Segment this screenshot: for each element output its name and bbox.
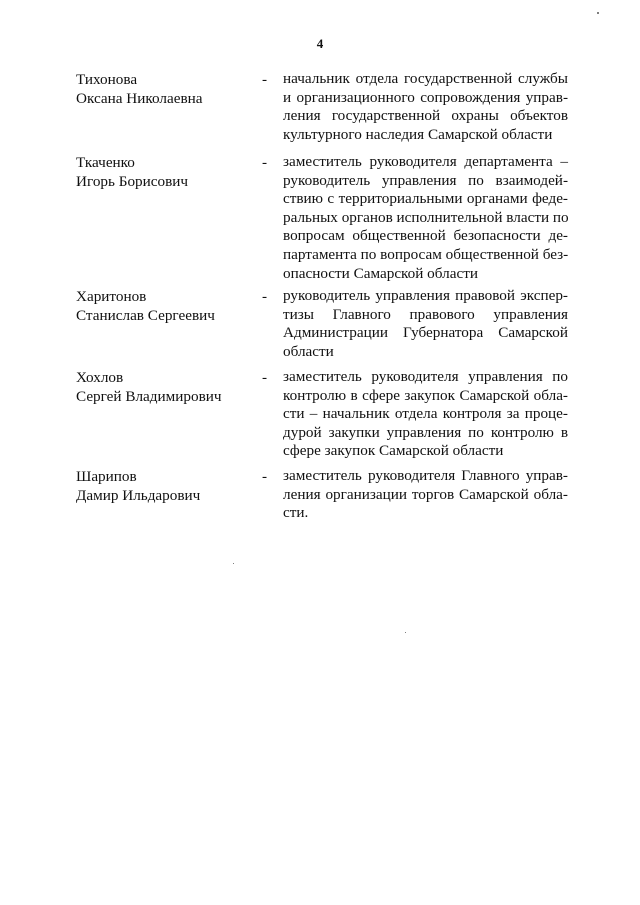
position-description (283, 153, 568, 283)
position-description (283, 70, 568, 144)
position-line: ления организации торгов Самарской обла- (283, 485, 568, 503)
position-line: и организационного сопровождения управ- (283, 88, 568, 106)
position-line: ствию с территориальными органами феде- (283, 190, 568, 208)
separator-dash: - (262, 71, 268, 88)
surname: Ткаченко (76, 154, 135, 171)
position-line: сти – начальник отдела контроля за проце- (283, 405, 568, 423)
person-name (76, 467, 256, 505)
position-line: области (283, 342, 334, 360)
scan-speck (405, 632, 406, 633)
position-line: контролю в сфере закупок Самарской обла- (283, 386, 568, 404)
surname: Харитонов (76, 288, 147, 305)
position-line: заместитель руководителя департамента – (283, 153, 568, 170)
person-name (76, 153, 256, 191)
position-line: заместитель руководителя управления по (283, 368, 568, 385)
position-line: партамента по вопросам общественной без- (283, 245, 569, 263)
surname: Шарипов (76, 468, 137, 485)
position-line: руководитель управления по взаимодей- (283, 171, 568, 189)
page-number: 4 (316, 36, 324, 51)
position-line: культурного наследия Самарской области (283, 125, 553, 143)
given-names: Дамир Ильдарович (76, 487, 201, 504)
position-line: Администрации Губернатора Самарской (283, 324, 568, 342)
position-line: сти. (283, 504, 309, 522)
position-line: ления государственной охраны объектов (283, 107, 568, 125)
separator-dash: - (262, 288, 268, 305)
scan-speck (597, 12, 599, 14)
given-names: Игорь Борисович (76, 173, 189, 190)
position-line: руководитель управления правовой экспер- (283, 287, 568, 304)
surname: Хохлов (76, 369, 124, 386)
position-line: заместитель руководителя Главного управ- (283, 467, 568, 484)
position-line: ральных органов исполнительной власти по (283, 208, 569, 226)
person-name (76, 368, 256, 406)
given-names: Станислав Сергеевич (76, 307, 215, 324)
separator-dash: - (262, 369, 268, 386)
position-line: вопросам общественной безопасности де- (283, 227, 568, 245)
position-line: начальник отдела государственной службы (283, 70, 568, 87)
separator-dash: - (262, 468, 268, 485)
given-names: Сергей Владимирович (76, 388, 222, 405)
surname: Тихонова (76, 71, 138, 88)
position-line: сфере закупок Самарской области (283, 442, 504, 460)
position-description (283, 467, 568, 523)
position-line: дурой закупки управления по контролю в (283, 423, 568, 441)
position-line: тизы Главного правового управления (283, 305, 568, 323)
given-names: Оксана Николаевна (76, 90, 203, 107)
separator-dash: - (262, 154, 268, 171)
position-description (283, 287, 568, 361)
position-line: опасности Самарской области (283, 264, 478, 282)
scan-speck (233, 563, 234, 564)
person-name (76, 70, 256, 108)
person-name (76, 287, 256, 325)
position-description (283, 368, 568, 461)
